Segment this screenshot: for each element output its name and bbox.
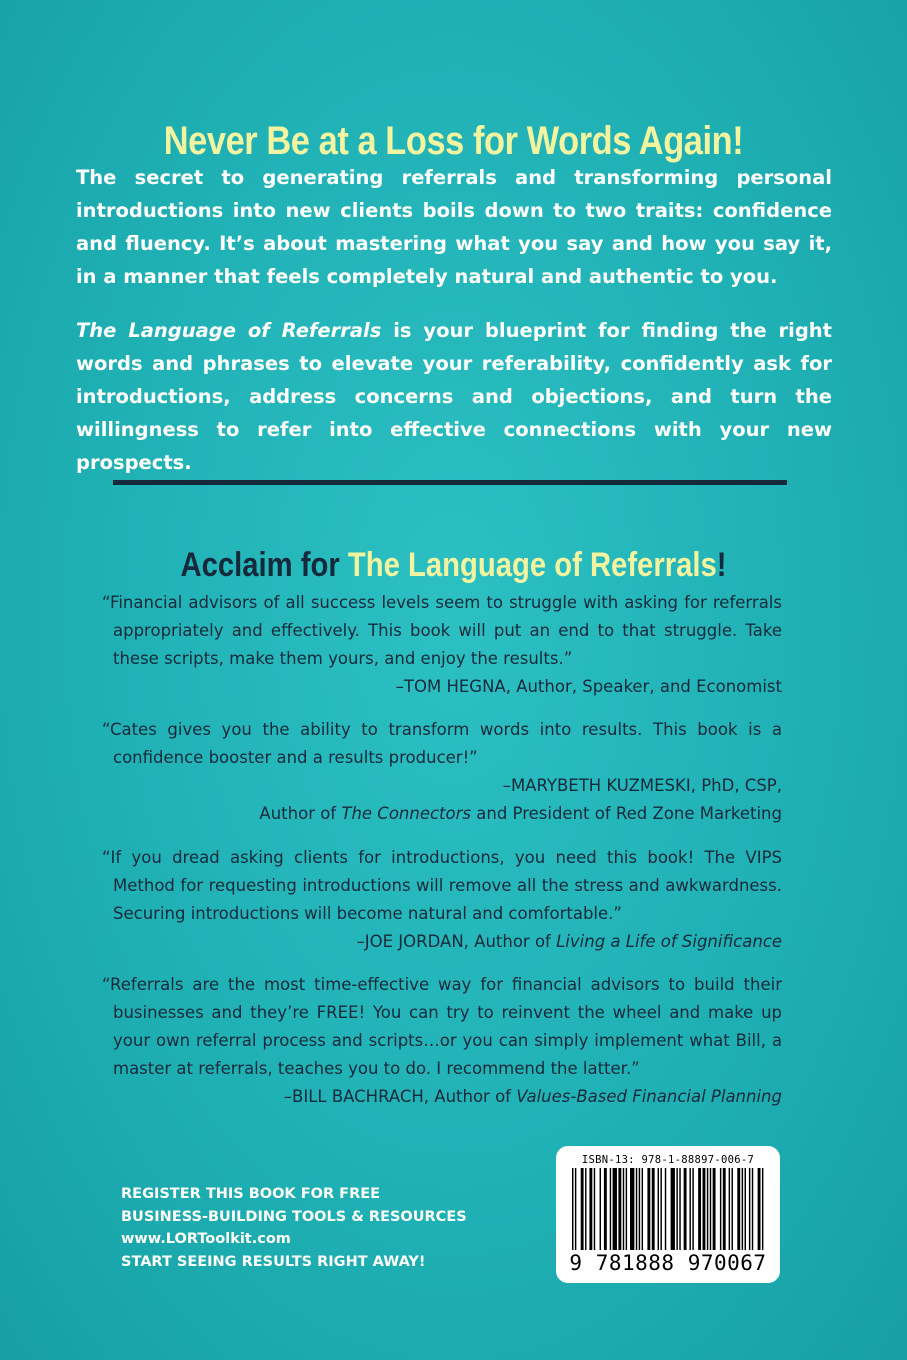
- barcode-bar: [737, 1168, 740, 1250]
- testimonial-attribution: [102, 928, 782, 956]
- attribution-text: and President of Red Zone Marketing: [471, 804, 782, 823]
- barcode-bar: [589, 1168, 592, 1250]
- acclaim-heading-suffix: !: [716, 546, 727, 585]
- register-callout: [121, 1183, 467, 1273]
- barcode-bar: [752, 1168, 753, 1250]
- barcode-bar: [749, 1168, 750, 1250]
- attribution-text: –BILL BACHRACH, Author of: [283, 1087, 517, 1106]
- barcode-bar: [710, 1168, 711, 1250]
- barcode-bar: [689, 1168, 690, 1250]
- testimonial-text: “Financial advisors of all success levels seem to struggle with asking for referrals appropriately and effectively. This book will put an end to that struggle. Take these scripts, make them yours, and enjoy the results.”: [102, 593, 782, 668]
- barcode-bar: [636, 1168, 637, 1250]
- barcode-bar: [671, 1168, 675, 1250]
- barcode-bar: [642, 1168, 643, 1250]
- barcode-bar: [630, 1168, 634, 1250]
- barcode-bar: [707, 1168, 708, 1250]
- barcode-bar: [594, 1168, 595, 1250]
- isbn-label: ISBN-13: 978-1-88897-006-7: [581, 1154, 755, 1166]
- register-line: REGISTER THIS BOOK FOR FREE: [121, 1186, 381, 1202]
- divider-rule: [113, 480, 787, 485]
- barcode-bar: [742, 1168, 743, 1250]
- testimonial: [102, 589, 782, 701]
- book-title-italic: The Language of Referrals: [76, 319, 382, 342]
- testimonial-text: “If you dread asking clients for introductions, you need this book! The VIPS Method for requesting introductions will remove all the stress and awkwardness. Securing introductions will become natural and comfortable.”: [102, 848, 782, 923]
- attribution-text: Author of: [259, 804, 342, 823]
- barcode-bar: [585, 1168, 586, 1250]
- attribution-book-title: Living a Life of Significance: [556, 932, 782, 951]
- barcode-bar: [618, 1168, 621, 1250]
- testimonial-text: “Referrals are the most time-effective way for financial advisors to build their businesses and they’re FREE! You can try to reinvent the wheel and make up your own referral process and scripts…or you can simply implement what Bill, a master at referrals, teaches you to do. I recommend the latter.”: [102, 975, 782, 1078]
- attribution-book-title: The Connectors: [341, 804, 472, 823]
- barcode-bar: [658, 1168, 659, 1250]
- barcode-bar: [676, 1168, 677, 1250]
- testimonial-attribution: [102, 1083, 782, 1111]
- attribution-text: –JOE JORDAN, Author of: [356, 932, 557, 951]
- testimonial: [102, 844, 782, 956]
- attribution-book-title: Values-Based Financial Planning: [516, 1087, 782, 1106]
- barcode-bar: [647, 1168, 650, 1250]
- barcode-bar: [639, 1168, 640, 1250]
- barcode-bar: [703, 1168, 706, 1250]
- barcode-bar: [660, 1168, 661, 1250]
- barcode-bar: [720, 1168, 721, 1250]
- barcode-bar: [613, 1168, 617, 1250]
- headline: Never Be at a Loss for Words Again!: [163, 118, 744, 163]
- barcode-bar: [745, 1168, 746, 1250]
- barcode-bar: [684, 1168, 687, 1250]
- intro-paragraph-2-text: is your blueprint for finding the right words and phrases to elevate your referability, confidently ask for introductions, address concerns and objections, and turn the willingness to refer into effective connections with your new prospects.: [76, 319, 833, 474]
- barcode-image: [572, 1168, 764, 1250]
- acclaim-heading-title: The Language of Referrals: [347, 546, 717, 585]
- barcode-bar: [732, 1168, 733, 1250]
- testimonial-attribution-line-2: [102, 800, 782, 828]
- barcode-panel: [556, 1146, 780, 1283]
- barcode-bar: [758, 1168, 761, 1250]
- barcode-bar: [626, 1168, 627, 1250]
- testimonial: [102, 716, 782, 828]
- isbn-digits: 9 781888 970067: [569, 1251, 767, 1275]
- barcode-bar: [665, 1168, 666, 1250]
- intro-paragraph-2: [76, 314, 832, 479]
- barcode-bar: [581, 1168, 584, 1250]
- barcode-bar: [572, 1168, 573, 1250]
- testimonial: [102, 971, 782, 1111]
- testimonial-text: “Cates gives you the ability to transform words into results. This book is a confidence booster and a results producer!”: [102, 720, 782, 767]
- acclaim-heading: [63, 546, 843, 585]
- register-line: START SEEING RESULTS RIGHT AWAY!: [121, 1253, 426, 1270]
- acclaim-heading-prefix: Acclaim for: [180, 546, 348, 585]
- testimonial-attribution: –TOM HEGNA, Author, Speaker, and Economist: [395, 677, 782, 696]
- barcode-bar: [679, 1168, 680, 1250]
- barcode-bar: [723, 1168, 726, 1250]
- barcode-bar: [610, 1168, 611, 1250]
- barcode-bar: [623, 1168, 624, 1250]
- barcode-bar: [600, 1168, 601, 1250]
- barcode-bar: [713, 1168, 716, 1250]
- barcode-bar: [692, 1168, 693, 1250]
- barcode-bar: [652, 1168, 655, 1250]
- register-line: BUSINESS-BUILDING TOOLS & RESOURCES: [121, 1208, 467, 1225]
- barcode-bar: [604, 1168, 607, 1250]
- testimonial-attribution: –MARYBETH KUZMESKI, PhD, CSP,: [502, 776, 782, 795]
- barcode-bar: [698, 1168, 701, 1250]
- intro-paragraph-1: The secret to generating referrals and transforming personal introductions into new clients boils down to two traits: confidence and fluency. It’s about mastering what you say and how you say it, in a manner that feels completely natural and authentic to you.: [76, 166, 832, 288]
- barcode-bar: [575, 1168, 576, 1250]
- register-url: www.LORToolkit.com: [121, 1231, 291, 1247]
- barcode-bar: [762, 1168, 763, 1250]
- barcode-bar: [729, 1168, 730, 1250]
